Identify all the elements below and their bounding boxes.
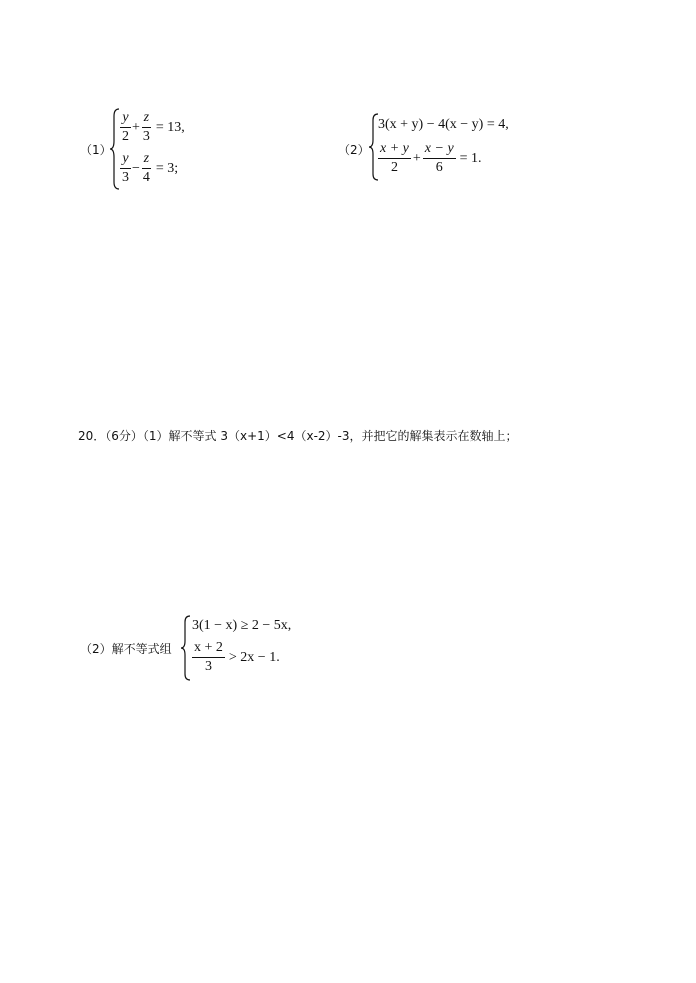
fraction: $\frac{z}{3}$	[142, 110, 150, 144]
inequality-2: $\frac{x + 2}{3}$ > 2x − 1.	[194, 640, 280, 674]
part1-label: （1）	[80, 143, 112, 157]
fraction: $\frac{y}{3}$	[122, 151, 129, 185]
part2-label: （2）	[338, 143, 370, 157]
system1-eq2: $\frac{y}{3}$ − $\frac{z}{4}$ = 3;	[122, 151, 179, 185]
system1-eq1: $\frac{y}{2}$ + $\frac{z}{3}$ = 13,	[122, 110, 185, 144]
problem20-statement: 20．（6分）（1）解不等式 3（x+1）<4（x-2）-3，并把它的解集表示在数轴上；	[78, 429, 518, 443]
system2-eq2: $\frac{x + y}{2}$ + $\frac{x - y}{6}$ = 1.	[380, 141, 482, 175]
fraction: $\frac{y}{2}$	[122, 110, 129, 144]
problem20-part2-label: （2）解不等式组	[80, 642, 172, 656]
fraction: $\frac{x + y}{2}$	[380, 141, 409, 175]
system2-eq1: 3(x + y) − 4(x − y) = 4,	[378, 117, 509, 132]
left-brace-icon	[180, 615, 192, 681]
fraction: $\frac{x - y}{6}$	[424, 141, 454, 175]
fraction: $\frac{x + 2}{3}$	[194, 640, 223, 674]
fraction: $\frac{z}{4}$	[142, 151, 150, 185]
inequality-1: 3(1 − x) ≥ 2 − 5x,	[192, 618, 292, 633]
